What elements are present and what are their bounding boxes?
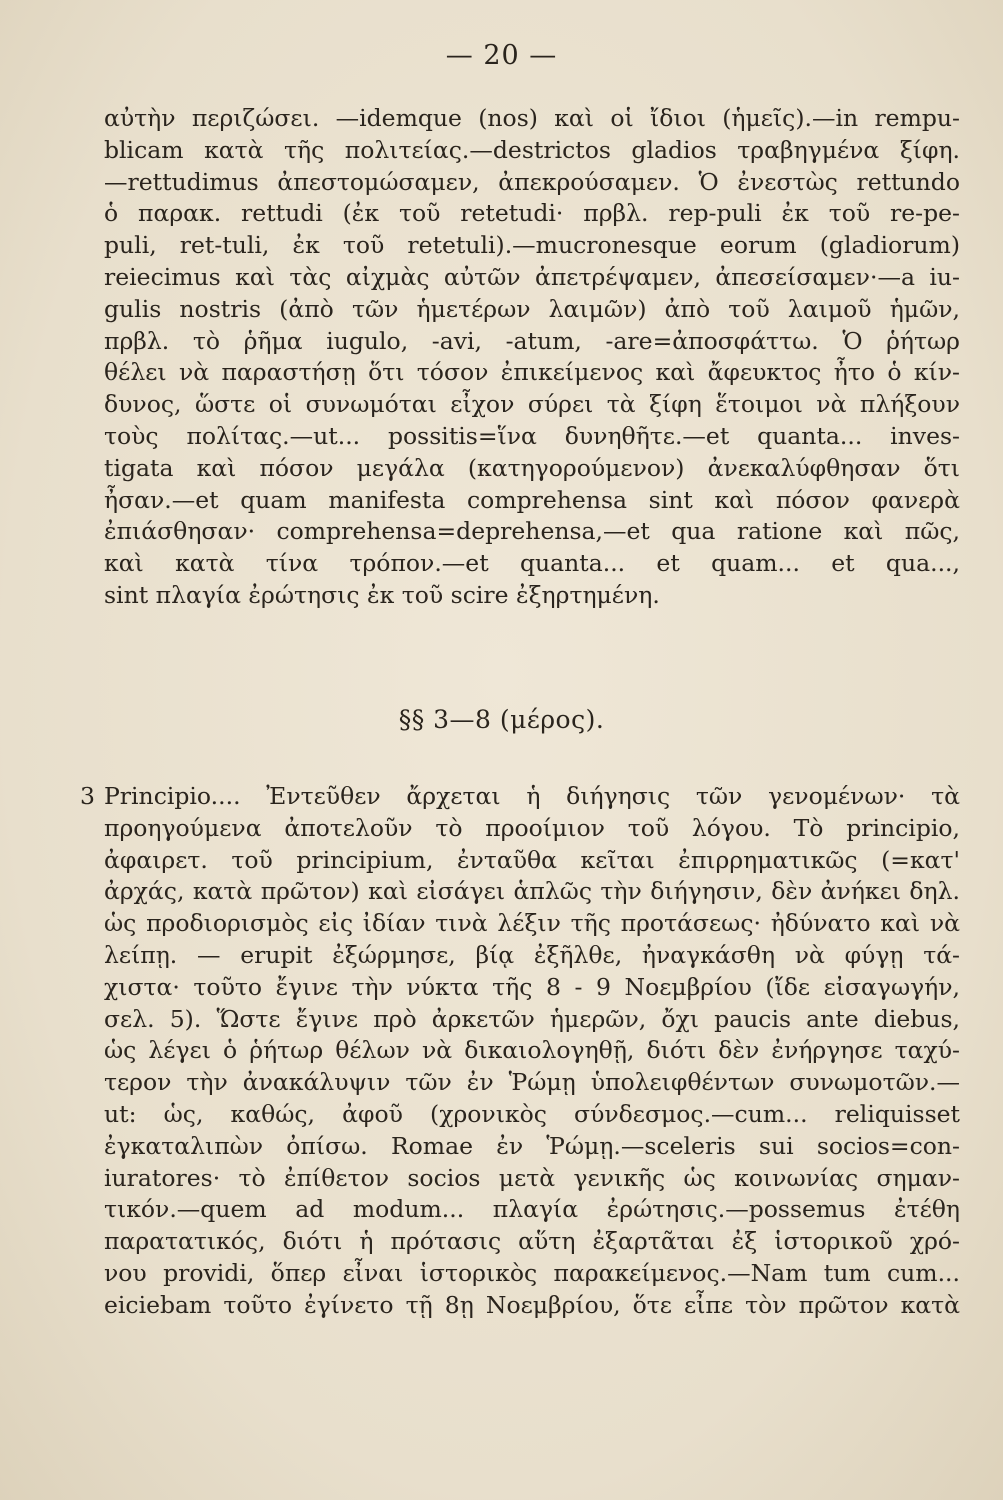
- text-line: Principio.... Ἐντεῦθεν ἄρχεται ἡ διήγησις τῶν γενομένων· τὰ: [104, 782, 960, 810]
- paragraph-number: 3: [80, 782, 95, 810]
- text-line: ἀρχάς, κατὰ πρῶτον) καὶ εἰσάγει ἁπλῶς τὴν διήγησιν, δὲν ἀνήκει δηλ.: [104, 877, 960, 906]
- text-line: θέλει νὰ παραστήσῃ ὅτι τόσον ἐπικείμενος καὶ ἄφευκτος ἦτο ὁ κίν-: [104, 358, 960, 387]
- text-line: puli, ret-tuli, ἐκ τοῦ retetuli).—mucronesque eorum (gladiorum): [104, 231, 960, 260]
- text-line: ἐγκαταλιπὼν ὀπίσω. Romae ἐν Ῥώμῃ.—sceleris sui socios=con-: [104, 1131, 960, 1160]
- text-line: gulis nostris (ἀπὸ τῶν ἡμετέρων λαιμῶν) ἀπὸ τοῦ λαιμοῦ ἡμῶν,: [104, 294, 960, 323]
- text-line: τικόν.—quem ad modum... πλαγία ἐρώτησις.—possemus ἐτέθη: [104, 1195, 960, 1224]
- text-line: αὐτὴν περιζώσει. —idemque (nos) καὶ οἱ ἴδιοι (ἡμεῖς).—in rempu-: [104, 104, 960, 132]
- text-line: sint πλαγία ἐρώτησις ἐκ τοῦ scire ἐξηρτημένη.: [104, 580, 660, 609]
- text-line: πρβλ. τὸ ῥῆμα iugulo, -avi, -atum, -are=ἀποσφάττω. Ὁ ῥήτωρ: [104, 326, 960, 355]
- text-line: iuratores· τὸ ἐπίθετον socios μετὰ γενικῆς ὡς κοινωνίας σημαν-: [104, 1163, 960, 1192]
- text-line: ὡς λέγει ὁ ῥήτωρ θέλων νὰ δικαιολογηθῇ, διότι δὲν ἐνήργησε ταχύ-: [104, 1036, 960, 1065]
- text-line: καὶ κατὰ τίνα τρόπον.—et quanta... et quam... et qua...,: [104, 549, 960, 578]
- commentary-block-1: [104, 103, 960, 612]
- text-line: ut: ὡς, καθώς, ἀφοῦ (χρονικὸς σύνδεσμος.—cum... reliquisset: [104, 1099, 960, 1128]
- text-line: ἀφαιρετ. τοῦ principium, ἐνταῦθα κεῖται ἐπιρρηματικῶς (=κατ': [104, 845, 960, 874]
- text-line: reiecimus καὶ τὰς αἰχμὰς αὐτῶν ἀπετρέψαμεν, ἀπεσείσαμεν·—a iu-: [104, 262, 960, 291]
- text-line: ὁ παρακ. rettudi (ἐκ τοῦ retetudi· πρβλ. rep-puli ἐκ τοῦ re-pe-: [104, 199, 960, 228]
- text-line: δυνος, ὥστε οἱ συνωμόται εἶχον σύρει τὰ ξίφη ἕτοιμοι νὰ πλήξουν: [104, 390, 960, 419]
- text-line: —rettudimus ἀπεστομώσαμεν, ἀπεκρούσαμεν. Ὁ ἐνεστὼς rettundo: [104, 167, 960, 196]
- text-line: τοὺς πολίτας.—ut... possitis=ἵνα δυνηθῆτε.—et quanta... inves-: [104, 421, 960, 450]
- text-line: σελ. 5). Ὥστε ἔγινε πρὸ ἀρκετῶν ἡμερῶν, ὄχι paucis ante diebus,: [104, 1004, 960, 1033]
- text-line: tigata καὶ πόσον μεγάλα (κατηγορούμενον) ἀνεκαλύφθησαν ὅτι: [104, 453, 960, 482]
- text-line: ἐπιάσθησαν· comprehensa=deprehensa,—et qua ratione καὶ πῶς,: [104, 517, 960, 546]
- text-line: παρατατικός, διότι ἡ πρότασις αὕτη ἐξαρτᾶται ἐξ ἱστορικοῦ χρό-: [104, 1227, 960, 1256]
- text-line: τερον τὴν ἀνακάλυψιν τῶν ἐν Ῥώμῃ ὑπολειφθέντων συνωμοτῶν.—: [104, 1068, 960, 1097]
- text-line: blicam κατὰ τῆς πολιτείας.—destrictos gladios τραβηγμένα ξίφη.: [104, 135, 960, 164]
- text-line: λείπῃ. — erupit ἐξώρμησε, βίᾳ ἐξῆλθε, ἠναγκάσθη νὰ φύγῃ τά-: [104, 940, 960, 969]
- section-heading: §§ 3—8 (μέρος).: [398, 705, 605, 734]
- page-number: — 20 —: [445, 40, 558, 71]
- text-line: προηγούμενα ἀποτελοῦν τὸ προοίμιον τοῦ λόγου. Τὸ principio,: [104, 813, 960, 842]
- text-line: νου providi, ὅπερ εἶναι ἱστορικὸς παρακείμενος.—Nam tum cum...: [104, 1258, 960, 1287]
- commentary-block-2: [104, 781, 960, 1322]
- text-line: ὡς προδιορισμὸς εἰς ἰδίαν τινὰ λέξιν τῆς προτάσεως· ἠδύνατο καὶ νὰ: [104, 909, 960, 938]
- text-line: ἦσαν.—et quam manifesta comprehensa sint καὶ πόσον φανερὰ: [104, 485, 960, 514]
- text-line: χιστα· τοῦτο ἔγινε τὴν νύκτα τῆς 8 - 9 Νοεμβρίου (ἴδε εἰσαγωγήν,: [104, 972, 960, 1001]
- text-line: eiciebam τοῦτο ἐγίνετο τῇ 8ῃ Νοεμβρίου, ὅτε εἶπε τὸν πρῶτον κατὰ: [104, 1290, 960, 1319]
